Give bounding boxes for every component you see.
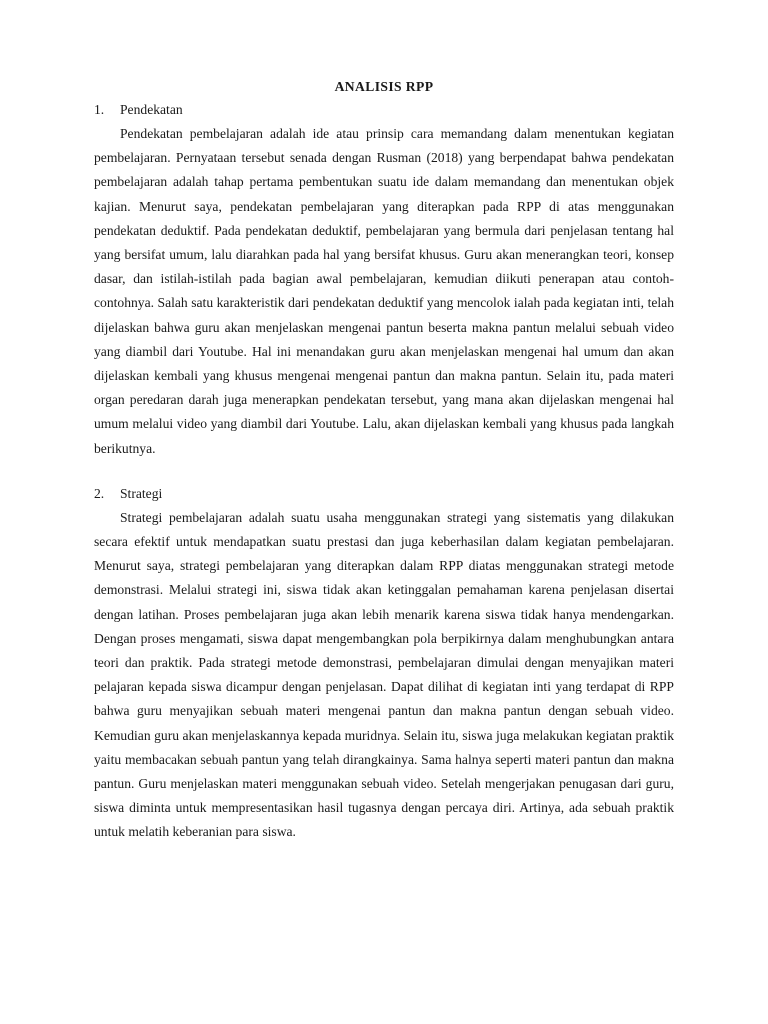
document-title: ANALISIS RPP: [334, 79, 434, 94]
section-number: 1.: [94, 102, 105, 117]
section-strategi: [94, 482, 674, 845]
section-number: 2.: [94, 485, 105, 501]
section-title: Strategi: [120, 485, 163, 501]
section-paragraph: Pendekatan pembelajaran adalah ide atau prinsip cara memandang dalam menentukan kegiatan pembelajaran. Pernyataan tersebut senada dengan Rusman (2018) yang berpendapat bahwa pendekatan pembelajaran adalah tahap pertama pembentukan suatu ide dalam memandang dan menentukan objek kajian. Menurut saya, pendekatan pembelajaran yang diterapkan pada RPP di atas menggunakan pendekatan deduktif. Pada pendekatan deduktif, pembelajaran yang bermula dari penjelasan tentang hal yang bersifat umum, lalu diarahkan pada hal yang bersifat khusus. Guru akan menerangkan teori, konsep dasar, dan istilah-istilah pada bagian awal pembelajaran, kemudian diikuti penerapan atau contoh-contohnya. Salah satu karakteristik dari pendekatan deduktif yang mencolok ialah pada kegiatan inti, telah dijelaskan bahwa guru akan menjelaskan mengenai pantun beserta makna pantun melalui sebuah video yang diambil dari Youtube. Hal ini menandakan guru akan menjelaskan mengenai hal umum dan akan dijelaskan kembali yang khusus mengenai mengenai pantun dan makna pantun. Selain itu, pada materi organ peredaran darah juga menerapkan pendekatan tersebut, yang mana akan dijelaskan mengenai hal umum melalui video yang diambil dari Youtube. Lalu, akan dijelaskan kembali yang khusus pada langkah berikutnya.: [94, 126, 674, 456]
section-heading: [94, 482, 674, 506]
document-page: [94, 76, 674, 845]
section-heading: [94, 98, 674, 122]
section-title: Pendekatan: [120, 102, 183, 117]
section-pendekatan: [94, 98, 674, 461]
section-paragraph: Strategi pembelajaran adalah suatu usaha menggunakan strategi yang sistematis yang dilakukan secara efektif untuk mendapatkan suatu prestasi dan juga keberhasilan dalam kegiatan pembelajaran. Menurut saya, strategi pembelajaran yang diterapkan dalam RPP diatas menggunakan strategi metode demonstrasi. Melalui strategi ini, siswa tidak akan ketinggalan pemahaman karena penjelasan disertai dengan latihan. Proses pembelajaran juga akan lebih menarik karena siswa tidak hanya mendengarkan. Dengan proses mengamati, siswa dapat mengembangkan pola berpikirnya dalam menghubungkan antara teori dan praktik. Pada strategi metode demonstrasi, pembelajaran dimulai dengan menyajikan materi pelajaran kepada siswa dicampur dengan penjelasan. Dapat dilihat di kegiatan inti yang terdapat di RPP bahwa guru menyajikan sebuah materi mengenai pantun dan makna pantun dengan sebuah video. Kemudian guru akan menjelaskannya kepada muridnya. Selain itu, siswa juga melakukan kegiatan praktik yaitu membacakan sebuah pantun yang telah dirangkainya. Sama halnya seperti materi pantun dan makna pantun. Guru menjelaskan materi menggunakan sebuah video. Setelah mengerjakan penugasan dari guru, siswa diminta untuk mempresentasikan hasil tugasnya dengan percaya diri. Artinya, ada sebuah praktik untuk melatih keberanian para siswa.: [94, 509, 674, 840]
section-spacer: [94, 461, 674, 482]
